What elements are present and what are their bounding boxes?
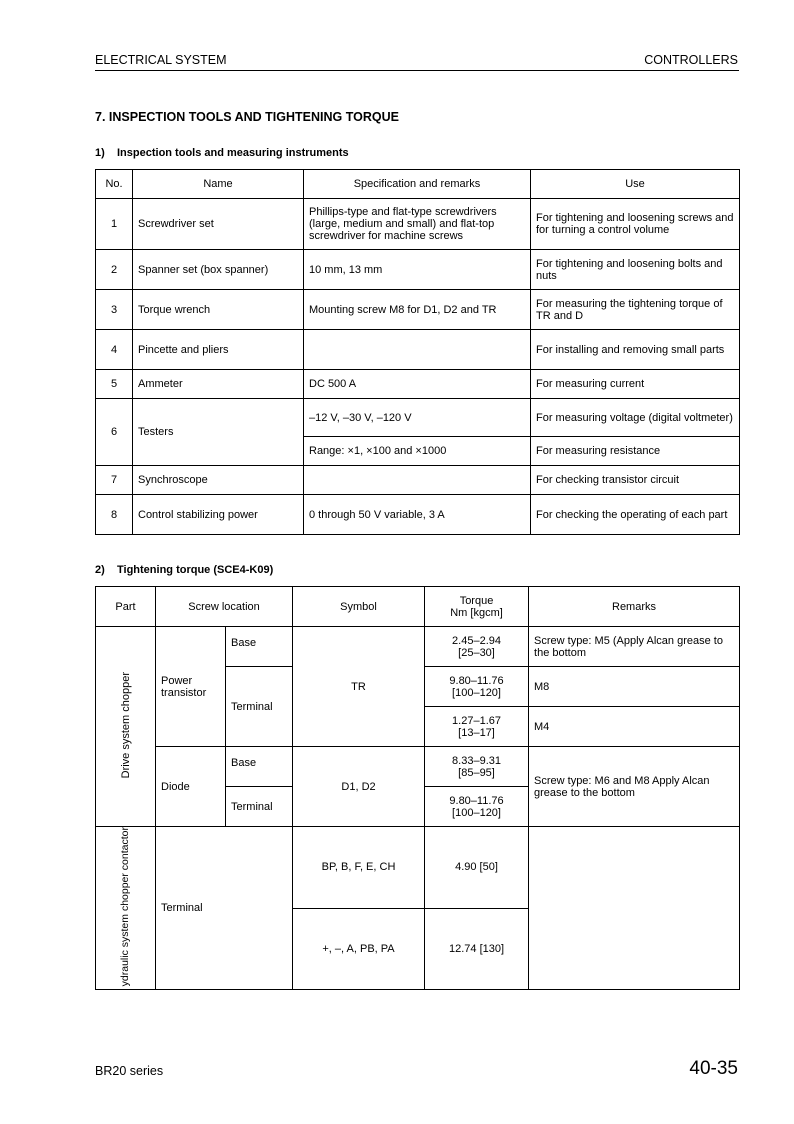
row-use: For measuring the tightening torque of TR and D [531,290,740,330]
table-row [96,399,740,437]
row-no: 6 [96,399,133,466]
remark: Screw type: M5 (Apply Alcan grease to the bottom [529,627,740,667]
table-header-row [96,587,740,627]
header-chapter-title: CONTROLLERS [644,53,738,67]
col-header-name: Name [133,170,304,199]
row-spec: DC 500 A [304,370,531,399]
row-name: Synchroscope [133,466,304,495]
row-no: 2 [96,250,133,290]
col-header-remarks: Remarks [529,587,740,627]
col-header-spec: Specification and remarks [304,170,531,199]
row-spec: 10 mm, 13 mm [304,250,531,290]
torque-nm: 8.33–9.31 [452,754,501,767]
row-name: Ammeter [133,370,304,399]
tools-heading-text: Inspection tools and measuring instruments [117,147,349,159]
table-row [96,466,740,495]
row-no: 4 [96,330,133,370]
part-label: ydraulic system chopper contactor [119,827,131,987]
symbol: +, –, A, PB, PA [293,908,425,990]
footer-series: BR20 series [95,1064,164,1078]
torque-heading-text: Tightening torque (SCE4-K09) [117,564,274,576]
remark: M8 [529,667,740,707]
col-header-symbol: Symbol [293,587,425,627]
torque-value: 12.74 [130] [425,908,529,990]
sub-location-terminal: Terminal [226,667,293,747]
row-name: Screwdriver set [133,199,304,250]
torque-kgcm: [25–30] [458,646,495,659]
table-row [96,330,740,370]
row-spec [304,466,531,495]
torque-heading-number: 2) [95,564,105,576]
torque-header-line2: Nm [kgcm] [450,606,503,619]
part-hydraulic-contactor [96,827,156,990]
row-spec: –12 V, –30 V, –120 V [304,399,531,437]
table-row [96,495,740,535]
table-row [96,627,740,667]
row-spec: 0 through 50 V variable, 3 A [304,495,531,535]
table-row [96,827,740,909]
row-no: 1 [96,199,133,250]
row-use: For checking the operating of each part [531,495,740,535]
row-use: For checking transistor circuit [531,466,740,495]
row-use: For tightening and loosening screws and for turning a control volume [531,199,740,250]
table-header-row [96,170,740,199]
row-name: Testers [133,399,304,466]
col-header-torque [425,587,529,627]
torque-nm: 9.80–11.76 [449,674,504,687]
table-row [96,250,740,290]
torque-value [425,667,529,707]
row-no: 3 [96,290,133,330]
torque-nm: 1.27–1.67 [452,714,501,727]
row-use: For measuring resistance [531,437,740,466]
row-name: Torque wrench [133,290,304,330]
tightening-torque-table [95,586,740,990]
row-spec [304,330,531,370]
symbol-d1-d2: D1, D2 [293,747,425,827]
inspection-tools-table [95,169,740,535]
part-label: Drive system chopper [119,671,132,779]
torque-kgcm: [85–95] [458,766,495,779]
table-row [96,747,740,787]
col-header-part: Part [96,587,156,627]
table-row [96,290,740,330]
header-rule [95,70,739,71]
row-name: Spanner set (box spanner) [133,250,304,290]
row-name: Control stabilizing power [133,495,304,535]
torque-kgcm: [100–120] [452,806,501,819]
col-header-no: No. [96,170,133,199]
part-drive-system-chopper [96,627,156,827]
row-spec: Phillips-type and flat-type screwdrivers (large, medium and small) and flat-top screwdriver for machine screws [304,199,531,250]
remark [529,827,740,990]
col-header-screw-location: Screw location [156,587,293,627]
table-row [96,199,740,250]
torque-value [425,707,529,747]
torque-header-line1: Torque [459,594,494,607]
page-number: 40-35 [689,1058,738,1079]
header-section-title: ELECTRICAL SYSTEM [95,53,227,67]
torque-nm: 9.80–11.76 [449,794,504,807]
remark: Screw type: M6 and M8 Apply Alcan grease to the bottom [529,747,740,827]
torque-kgcm: [13–17] [458,726,495,739]
torque-kgcm: [100–120] [452,686,501,699]
row-use: For measuring current [531,370,740,399]
sub-location-base: Base [226,627,293,667]
row-spec: Mounting screw M8 for D1, D2 and TR [304,290,531,330]
sub-location-terminal: Terminal [226,787,293,827]
symbol-tr: TR [293,627,425,747]
table-row [96,370,740,399]
torque-value [425,787,529,827]
tools-heading-number: 1) [95,147,105,159]
remark: M4 [529,707,740,747]
torque-value: 4.90 [50] [425,827,529,909]
torque-value [425,627,529,667]
location-diode: Diode [156,747,226,827]
row-no: 7 [96,466,133,495]
row-use: For installing and removing small parts [531,330,740,370]
row-use: For measuring voltage (digital voltmeter) [531,399,740,437]
torque-value [425,747,529,787]
row-no: 8 [96,495,133,535]
location-power-transistor: Power transistor [156,627,226,747]
row-spec: Range: ×1, ×100 and ×1000 [304,437,531,466]
sub-location-base: Base [226,747,293,787]
tools-heading [95,147,349,159]
col-header-use: Use [531,170,740,199]
symbol: BP, B, F, E, CH [293,827,425,909]
location-terminal: Terminal [156,827,293,990]
section-title: 7. INSPECTION TOOLS AND TIGHTENING TORQUE [95,110,399,124]
row-use: For tightening and loosening bolts and nuts [531,250,740,290]
torque-nm: 2.45–2.94 [452,634,501,647]
torque-heading [95,564,273,576]
row-name: Pincette and pliers [133,330,304,370]
row-no: 5 [96,370,133,399]
